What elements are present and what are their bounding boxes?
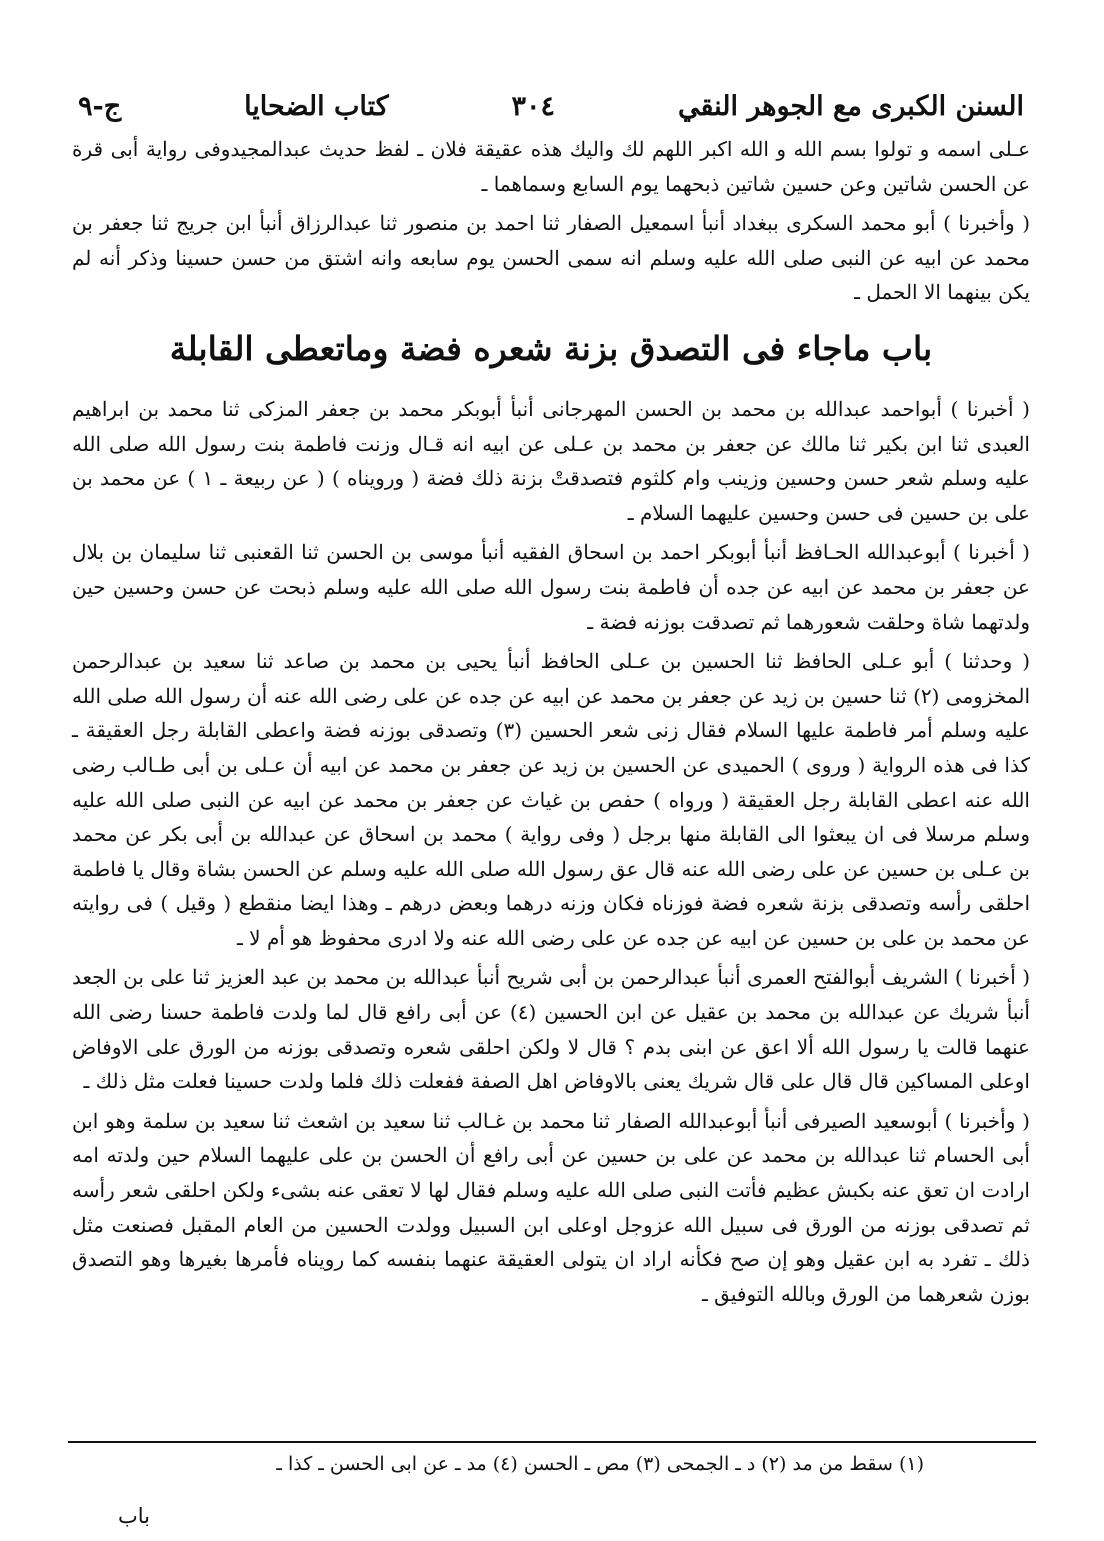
book-title: السنن الكبرى مع الجوهر النقي — [677, 90, 1024, 122]
volume-number: ج-٩ — [78, 90, 122, 122]
chapter-heading: باب ماجاء فى التصدق بزنة شعره فضة وماتعطى القابلة — [169, 328, 933, 368]
running-header — [78, 82, 1024, 130]
catchword: باب — [118, 1504, 151, 1528]
page-number: ٣٠٤ — [511, 90, 556, 122]
paragraph: ( أخبرنا ) الشريف أبوالفتح العمرى أنبأ عبدالرحمن بن أبى شريح أنبأ عبدالله بن محمد بن عبد العزيز ثنا على بن الجعد أنبأ شريك عن عبدالله بن محمد بن عقيل عن ابن الحسين (٤) عن أبى رافع قال لما ولدت فاطمة حسنا رضى الله عنهما قالت يا رسول الله ألا اعق عن ابنى بدم ؟ قال لا ولكن احلقى شعره وتصدقى بوزنه من الورق على الاوفاض اوعلى المساكين قال قال على قال شريك يعنى بالاوفاض اهل الصفة ففعلت ذلك فلما ولدت حسينا فعلت مثل ذلك ـ — [72, 965, 1030, 1094]
paragraph: ( وأخبرنا ) أبو محمد السكرى ببغداد أنبأ اسمعيل الصفار ثنا احمد بن منصور ثنا عبدالرزاق أنبأ ابن جريج ثنا جعفر بن محمد عن ابيه عن النبى صلى الله عليه وسلم انه سمى الحسن يوم سابعه وانه اشتق من حسن حسينا وذكر أنه لم يكن بينهما الا الحمل ـ — [72, 211, 1030, 305]
chapter-name: كتاب الضحايا — [244, 90, 389, 122]
paragraph: ( وحدثنا ) أبو عـلى الحافظ ثنا الحسين بن عـلى الحافظ أنبأ يحيى بن محمد بن صاعد ثنا سعيد بن عبدالرحمن المخزومى (٢) ثنا حسين بن زيد عن جعفر بن محمد عن ابيه عن جده عن على رضى الله عنه أن رسول الله صلى الله عليه وسلم أمر فاطمة عليها السلام فقال زنى شعر الحسين (٣) وتصدقى بوزنه فضة واعطى القابلة رجل العقيقة ـ كذا فى هذه الرواية ( وروى ) الحميدى عن الحسين بن زيد عن جعفر بن محمد عن ابيه أن عـلى بن أبى طـالب رضى الله عنه اعطى القابلة رجل العقيقة ( ورواه ) حفص بن غياث عن جعفر بن محمد عن ابيه عن النبى صلى الله عليه وسلم مرسلا فى ان يبعثوا الى القابلة منها برجل ( وفى رواية ) محمد بن اسحاق عن عبدالله بن أبى بكر عن محمد بن عـلى بن حسين عن على رضى الله عنه قال عق رسول الله صلى الله عليه وسلم عن الحسن بشاة وقال يا فاطمة احلقى رأسه وتصدقى بزنة شعره فضة فوزناه فكان وزنه درهما وبعض درهم ـ وهذا ايضا منقطع ( وقيل ) فى روايته عن محمد بن على بن حسين عن ابيه عن جده عن على رضى الله عنه ولا ادرى محفوظ هو أم لا ـ — [72, 649, 1031, 950]
footnote-divider — [68, 1441, 1036, 1443]
paragraph: ( أخبرنا ) أبواحمد عبدالله بن محمد بن الحسن المهرجانى أنبأ أبوبكر محمد بن جعفر المزكى ثنا محمد بن ابراهيم العبدى ثنا ابن بكير ثنا مالك عن جعفر بن محمد بن عـلى عن ابيه انه قـال وزنت فاطمة بنت رسول الله صلى الله عليه وسلم شعر حسن وحسين وزينب وام كلثوم فتصدقتْ بزنة ذلك فضة ( ورويناه ) ( عن ربيعة ـ ١ ) عن محمد بن على بن حسين فى حسن وحسين عليهما السلام ـ — [72, 396, 1030, 525]
main-text — [72, 132, 1030, 1316]
paragraph: ( أخبرنا ) أبوعبدالله الحـافظ أنبأ أبوبكر احمد بن اسحاق الفقيه أنبأ موسى بن الحسن ثنا القعنبى ثنا سليمان بن بلال عن جعفر بن محمد عن ابيه عن جده أن فاطمة بنت رسول الله صلى الله عليه وسلم ذبحت عن حسن وحسين حين ولدتهما شاة وحلقت شعورهما ثم تصدقت بوزنه فضة ـ — [72, 540, 1030, 634]
footnotes: (١) سقط من مد (٢) د ـ الجمحى (٣) مص ـ الحسن (٤) مد ـ عن ابى الحسن ـ كذا ـ — [276, 1453, 924, 1475]
paragraph: ( وأخبرنا ) أبوسعيد الصيرفى أنبأ أبوعبدالله الصفار ثنا محمد بن غـالب ثنا سعيد بن اشعث ثنا سعيد بن سلمة وهو ابن أبى الحسام ثنا عبدالله بن محمد عن على بن حسين عن أبى رافع أن الحسن بن على عليهما السلام حين ولدته امه ارادت ان تعق عنه بكبش عظيم فأتت النبى صلى الله عليه وسلم فقال لها لا تعقى عنه بشىء ولكن احلقى شعر رأسه ثم تصدقى بوزنه من الورق فى سبيل الله عزوجل اوعلى ابن السبيل وولدت الحسين من العام المقبل فصنعت مثل ذلك ـ تفرد به ابن عقيل وهو إن صح فكأنه اراد ان يتولى العقيقة عنهما بنفسه كما رويناه فأمرها بغيرها وهو التصدق بوزن شعرهما من الورق وبالله التوفيق ـ — [72, 1108, 1030, 1306]
paragraph: عـلى اسمه و تولوا بسم الله و الله اكبر اللهم لك واليك هذه عقيقة فلان ـ لفظ حديث عبدالمجيدوفى رواية أبى قرة عن الحسن شاتين وعن حسين شاتين ذبحهما يوم السابع وسماهما ـ — [72, 137, 1031, 196]
